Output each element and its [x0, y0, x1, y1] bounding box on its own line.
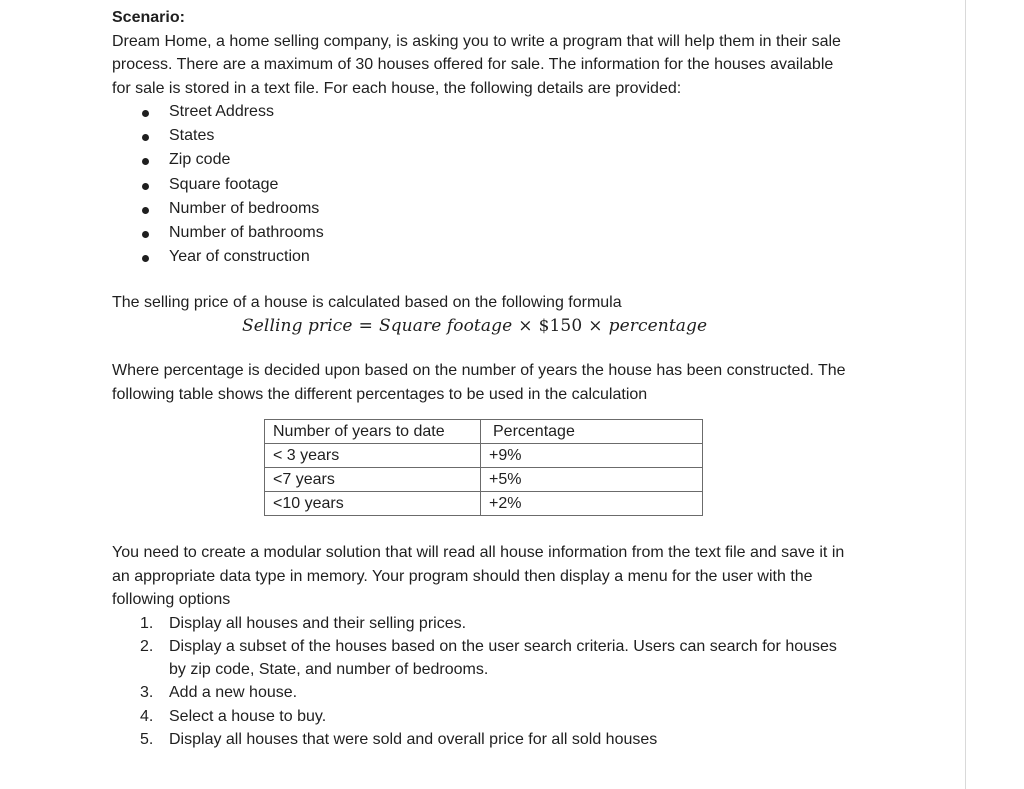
bullet-icon: [142, 207, 149, 214]
list-item: 5. Display all houses that were sold and overall price for all sold houses: [140, 730, 658, 748]
bullet-icon: [142, 255, 149, 262]
list-item: 4. Select a house to buy.: [140, 707, 327, 725]
list-item: Number of bathrooms: [112, 221, 852, 245]
table-cell: < 3 years: [265, 444, 481, 468]
column-header-percentage: Percentage: [481, 420, 703, 444]
table-row: [265, 444, 703, 468]
pricing-intro: The selling price of a house is calculated based on the following formula: [112, 294, 622, 312]
table-header-row: [265, 420, 703, 444]
table-cell: +5%: [481, 468, 703, 492]
list-item: States: [112, 124, 852, 148]
scenario-intro: Dream Home, a home selling company, is asking you to write a program that will help them in their sale process. There are a maximum of 30 houses offered for sale. The information for the houses available for sale is stored in a text file. For each house, the following details are provided:: [112, 32, 841, 97]
column-header-years: Number of years to date: [265, 420, 481, 444]
house-details-list: [112, 100, 852, 269]
list-item: 1. Display all houses and their selling prices.: [140, 614, 467, 632]
list-item: 3. Add a new house.: [140, 684, 298, 702]
table-cell: +2%: [481, 492, 703, 516]
scenario-heading: Scenario:: [112, 9, 185, 26]
bullet-icon: [142, 110, 149, 117]
price-formula: Selling price = Square footage × $150 × percentage: [242, 315, 708, 336]
document-body: [112, 6, 852, 751]
table-cell: +9%: [481, 444, 703, 468]
pricing-explanation: Where percentage is decided upon based on the number of years the house has been constructed. The following table shows the different percentages to be used in the calculation: [112, 362, 846, 403]
list-item: Zip code: [112, 148, 852, 172]
menu-options-list: [112, 612, 852, 751]
list-item: Square footage: [112, 173, 852, 197]
list-item: 2. Display a subset of the houses based on the user search criteria. Users can search for houses by zip code, State, and number of bedrooms.: [140, 638, 837, 679]
bullet-icon: [142, 158, 149, 165]
table-cell: <7 years: [265, 468, 481, 492]
list-item: Number of bedrooms: [112, 197, 852, 221]
table-cell: <10 years: [265, 492, 481, 516]
table-row: [265, 468, 703, 492]
percentage-table: [264, 419, 703, 516]
list-item: Street Address: [112, 100, 852, 124]
bullet-icon: [142, 134, 149, 141]
bullet-icon: [142, 183, 149, 190]
list-item: Year of construction: [112, 245, 852, 269]
page-edge: [965, 0, 966, 789]
solution-intro: You need to create a modular solution that will read all house information from the text file and save it in an appropriate data type in memory. Your program should then display a menu for the user with the following options: [112, 544, 845, 609]
table-row: [265, 492, 703, 516]
bullet-icon: [142, 231, 149, 238]
